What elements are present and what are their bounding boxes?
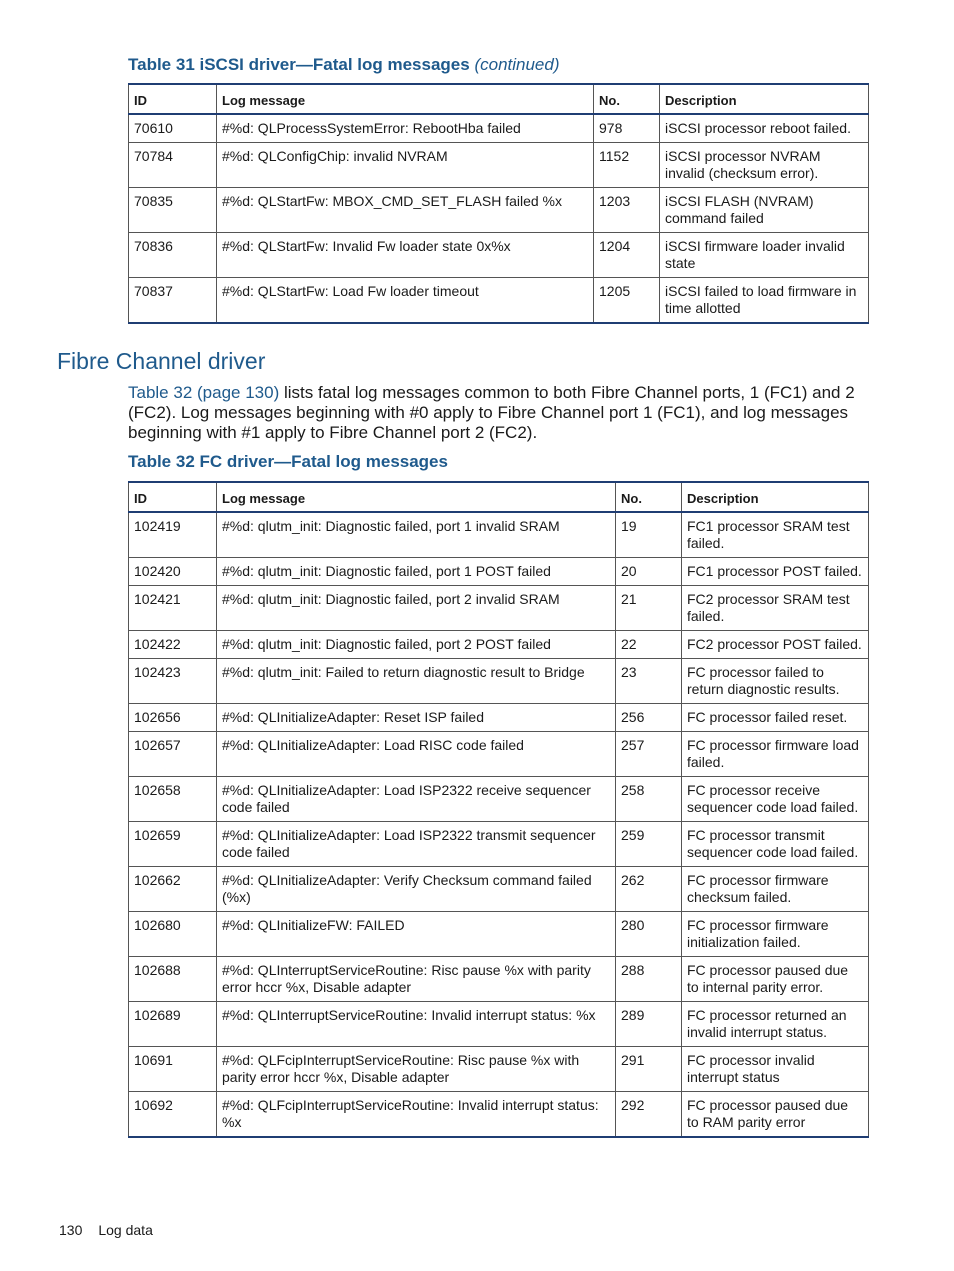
cell-description: FC1 processor POST failed. — [682, 558, 869, 586]
cell-number: 1204 — [594, 233, 660, 278]
table-32 — [128, 481, 869, 1138]
cell-number: 22 — [616, 631, 682, 659]
cell-log-message: #%d: QLStartFw: Invalid Fw loader state 0x%x — [217, 233, 594, 278]
cell-number: 259 — [616, 822, 682, 867]
cell-description: FC processor firmware initialization failed. — [682, 912, 869, 957]
column-header-number: No. — [594, 84, 660, 114]
cell-number: 1152 — [594, 143, 660, 188]
cell-id: 102420 — [129, 558, 217, 586]
cell-id: 102662 — [129, 867, 217, 912]
column-header-id: ID — [129, 482, 217, 512]
cell-id: 70610 — [129, 114, 217, 143]
cell-id: 70835 — [129, 188, 217, 233]
cell-description: iSCSI firmware loader invalid state — [660, 233, 869, 278]
cell-id: 102421 — [129, 586, 217, 631]
table-row — [129, 732, 869, 777]
cell-description: FC processor failed to return diagnostic results. — [682, 659, 869, 704]
cell-description: iSCSI processor NVRAM invalid (checksum error). — [660, 143, 869, 188]
cell-description: iSCSI failed to load firmware in time allotted — [660, 278, 869, 324]
cell-description: FC processor paused due to RAM parity error — [682, 1092, 869, 1138]
cell-number: 23 — [616, 659, 682, 704]
table-row — [129, 233, 869, 278]
cell-log-message: #%d: QLStartFw: Load Fw loader timeout — [217, 278, 594, 324]
table-31-caption-continued: (continued) — [474, 55, 560, 74]
cell-log-message: #%d: qlutm_init: Diagnostic failed, port 1 POST failed — [217, 558, 616, 586]
footer-section-name: Log data — [98, 1222, 153, 1238]
cell-log-message: #%d: QLConfigChip: invalid NVRAM — [217, 143, 594, 188]
cell-id: 102657 — [129, 732, 217, 777]
cell-number: 258 — [616, 777, 682, 822]
column-header-number: No. — [616, 482, 682, 512]
cell-description: FC processor failed reset. — [682, 704, 869, 732]
cell-log-message: #%d: QLInterruptServiceRoutine: Invalid interrupt status: %x — [217, 1002, 616, 1047]
cell-description: FC processor receive sequencer code load failed. — [682, 777, 869, 822]
table-row — [129, 1002, 869, 1047]
cell-number: 256 — [616, 704, 682, 732]
section-title: Fibre Channel driver — [57, 348, 266, 374]
cell-number: 262 — [616, 867, 682, 912]
cell-description: FC1 processor SRAM test failed. — [682, 512, 869, 558]
cell-description: iSCSI FLASH (NVRAM) command failed — [660, 188, 869, 233]
cell-log-message: #%d: QLFcipInterruptServiceRoutine: Risc pause %x with parity error hccr %x, Disable adapter — [217, 1047, 616, 1092]
cell-number: 19 — [616, 512, 682, 558]
cell-log-message: #%d: QLInitializeAdapter: Reset ISP failed — [217, 704, 616, 732]
cell-description: FC processor firmware checksum failed. — [682, 867, 869, 912]
cell-id: 102659 — [129, 822, 217, 867]
cell-description: FC2 processor POST failed. — [682, 631, 869, 659]
column-header-description: Description — [660, 84, 869, 114]
cell-number: 288 — [616, 957, 682, 1002]
cell-id: 102658 — [129, 777, 217, 822]
table-row — [129, 957, 869, 1002]
cell-number: 291 — [616, 1047, 682, 1092]
table-row — [129, 777, 869, 822]
cell-log-message: #%d: QLInterruptServiceRoutine: Risc pause %x with parity error hccr %x, Disable adapter — [217, 957, 616, 1002]
cell-id: 102688 — [129, 957, 217, 1002]
cell-id: 102423 — [129, 659, 217, 704]
table-row — [129, 1047, 869, 1092]
cell-log-message: #%d: QLInitializeAdapter: Load ISP2322 transmit sequencer code failed — [217, 822, 616, 867]
table-31-caption — [128, 55, 560, 75]
cell-log-message: #%d: QLProcessSystemError: RebootHba failed — [217, 114, 594, 143]
table-row — [129, 188, 869, 233]
table-32-header-row — [129, 482, 869, 512]
cell-description: iSCSI processor reboot failed. — [660, 114, 869, 143]
table-row — [129, 278, 869, 324]
column-header-log-message: Log message — [217, 482, 616, 512]
table-row — [129, 704, 869, 732]
cell-number: 280 — [616, 912, 682, 957]
cell-description: FC processor invalid interrupt status — [682, 1047, 869, 1092]
cell-description: FC2 processor SRAM test failed. — [682, 586, 869, 631]
cell-number: 289 — [616, 1002, 682, 1047]
table-32-link[interactable]: Table 32 (page 130) — [128, 383, 280, 402]
intro-paragraph-text: lists fatal log messages common to both Fibre Channel ports, 1 (FC1) and 2 (FC2). Log messages beginning with #0 apply to Fibre Channel port 1 (FC1), and log messages beginning with #1 apply to Fibre Channel port 2 (FC2). — [128, 383, 855, 442]
cell-number: 21 — [616, 586, 682, 631]
cell-number: 978 — [594, 114, 660, 143]
table-row — [129, 822, 869, 867]
cell-number: 1205 — [594, 278, 660, 324]
table-31-header-row — [129, 84, 869, 114]
cell-log-message: #%d: qlutm_init: Failed to return diagnostic result to Bridge — [217, 659, 616, 704]
cell-log-message: #%d: QLInitializeFW: FAILED — [217, 912, 616, 957]
cell-description: FC processor returned an invalid interrupt status. — [682, 1002, 869, 1047]
column-header-description: Description — [682, 482, 869, 512]
table-row — [129, 586, 869, 631]
cell-log-message: #%d: qlutm_init: Diagnostic failed, port 2 invalid SRAM — [217, 586, 616, 631]
cell-id: 102689 — [129, 1002, 217, 1047]
table-row — [129, 912, 869, 957]
column-header-log-message: Log message — [217, 84, 594, 114]
cell-id: 10691 — [129, 1047, 217, 1092]
table-row — [129, 631, 869, 659]
table-row — [129, 867, 869, 912]
cell-id: 70837 — [129, 278, 217, 324]
table-row — [129, 512, 869, 558]
page-footer — [59, 1222, 153, 1238]
cell-description: FC processor transmit sequencer code load failed. — [682, 822, 869, 867]
cell-description: FC processor firmware load failed. — [682, 732, 869, 777]
column-header-id: ID — [129, 84, 217, 114]
cell-log-message: #%d: QLInitializeAdapter: Load ISP2322 receive sequencer code failed — [217, 777, 616, 822]
table-row — [129, 558, 869, 586]
cell-log-message: #%d: qlutm_init: Diagnostic failed, port 1 invalid SRAM — [217, 512, 616, 558]
page-number: 130 — [59, 1222, 83, 1238]
cell-id: 70836 — [129, 233, 217, 278]
table-31-caption-main: Table 31 iSCSI driver—Fatal log messages — [128, 55, 470, 74]
table-31 — [128, 83, 869, 324]
cell-description: FC processor paused due to internal parity error. — [682, 957, 869, 1002]
cell-id: 10692 — [129, 1092, 217, 1138]
cell-log-message: #%d: QLInitializeAdapter: Load RISC code failed — [217, 732, 616, 777]
cell-number: 257 — [616, 732, 682, 777]
cell-id: 70784 — [129, 143, 217, 188]
cell-number: 292 — [616, 1092, 682, 1138]
cell-id: 102419 — [129, 512, 217, 558]
cell-id: 102422 — [129, 631, 217, 659]
cell-id: 102656 — [129, 704, 217, 732]
cell-number: 20 — [616, 558, 682, 586]
cell-log-message: #%d: QLStartFw: MBOX_CMD_SET_FLASH failed %x — [217, 188, 594, 233]
cell-id: 102680 — [129, 912, 217, 957]
intro-paragraph — [128, 383, 873, 443]
cell-log-message: #%d: QLFcipInterruptServiceRoutine: Invalid interrupt status: %x — [217, 1092, 616, 1138]
table-row — [129, 143, 869, 188]
cell-log-message: #%d: QLInitializeAdapter: Verify Checksum command failed (%x) — [217, 867, 616, 912]
table-row — [129, 659, 869, 704]
table-32-caption: Table 32 FC driver—Fatal log messages — [128, 452, 448, 471]
table-row — [129, 114, 869, 143]
cell-number: 1203 — [594, 188, 660, 233]
table-row — [129, 1092, 869, 1138]
cell-log-message: #%d: qlutm_init: Diagnostic failed, port 2 POST failed — [217, 631, 616, 659]
